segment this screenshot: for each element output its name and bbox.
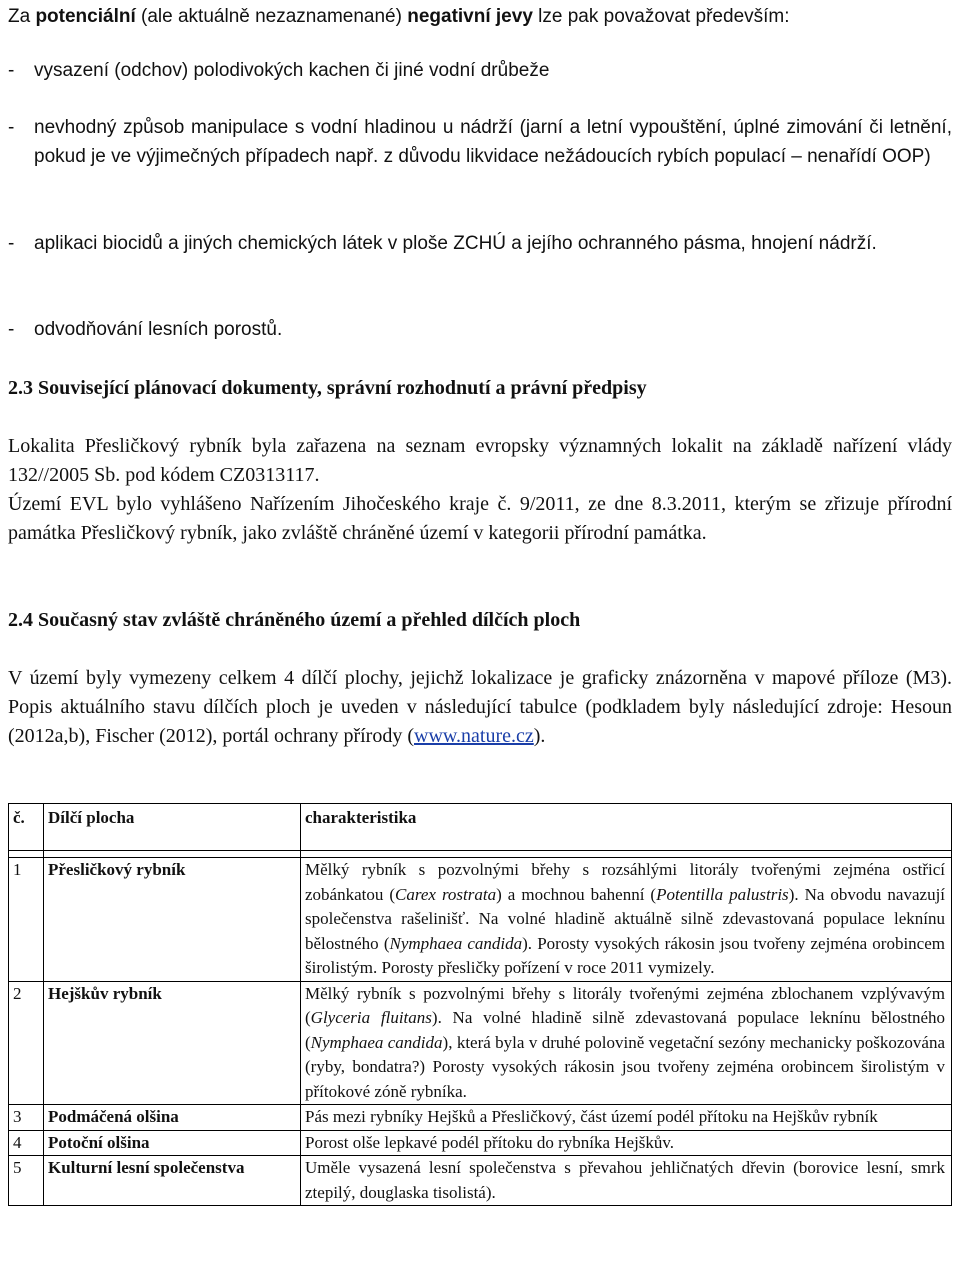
row-number: 2 (9, 981, 44, 1105)
intro-text-3: lze pak považovat především: (532, 6, 790, 27)
desc-text: ). Na obvodu navazují společenstva rašelinišť. Na volné hladině aktuálně silně zdevastovaná populace leknínu bělostného ( (305, 884, 946, 953)
desc-latin-name: Nymphaea candida (310, 1032, 443, 1052)
bullet-text: nevhodný způsob manipulace s vodní hladinou u nádrží (jarní a letní vypouštění, úplné zimování či letnění, pokud je ve výjimečných případech např. z důvodu likvidace nežádoucích rybích populací – nenařídí OOP) (34, 117, 952, 167)
desc-latin-name: Nymphaea candida (389, 933, 523, 953)
bullet-text: odvodňování lesních porostů. (34, 319, 283, 340)
section-2-3-paragraph-1: Lokalita Přesličkový rybník byla zařazena na seznam evropsky významných lokalit na základě nařízení vlády 132//2005 Sb. pod kódem CZ0313117. (8, 435, 952, 486)
desc-text: Mělký rybník s pozvolnými břehy s rozsáhlými litorály tvořenými zejména ostřicí zobánkatou ( (305, 860, 945, 904)
section-2-4-paragraph (8, 664, 952, 751)
header-sub-area: Dílčí plocha (44, 804, 301, 851)
section-2-4-text: V území byly vymezeny celkem 4 dílčí plochy, jejichž lokalizace je graficky znázorněna v mapové příloze (M3). Popis aktuálního stavu dílčích ploch je uveden v následující tabulce (podkladem byly následující zdroje: Hesoun (2012a,b), Fischer (2012), portál ochrany přírody ( (8, 667, 952, 747)
table-row (9, 858, 952, 982)
row-characteristics: Uměle vysazená lesní společenstva s převahou jehličnatých dřevin (borovice lesní, smrk ztepilý, douglaska tisolistá). (301, 1156, 952, 1206)
desc-text: ) a mochnou bahenní ( (496, 884, 657, 904)
desc-latin-name: Glyceria fluitans (310, 1008, 432, 1027)
row-number: 5 (9, 1156, 44, 1206)
section-heading-2-3: 2.3 Související plánovací dokumenty, správní rozhodnutí a právní předpisy (8, 377, 647, 399)
bullet-item-1 (8, 56, 952, 85)
header-characteristics: charakteristika (301, 804, 952, 851)
row-number: 3 (9, 1105, 44, 1131)
row-sub-area-name: Podmáčená olšina (44, 1105, 301, 1131)
table-spacer (9, 851, 952, 858)
row-characteristics: Porost olše lepkavé podél přítoku do rybníka Hejškův. (301, 1130, 952, 1156)
header-number: č. (9, 804, 44, 851)
desc-text: ). Porosty vysokých rákosin jsou tvořeny zejména orobincem širolistým. Porosty přesličky pořízení v roce 2011 vymizely. (305, 933, 945, 977)
sub-areas-table (8, 803, 952, 1206)
section-2-4-text-end: ). (533, 725, 546, 747)
table-row (9, 1105, 952, 1131)
row-characteristics: Pás mezi rybníky Hejšků a Přesličkový, část území podél přítoku na Hejškův rybník (301, 1105, 952, 1131)
intro-text-2: (ale aktuálně nezaznamenané) (135, 6, 408, 27)
row-sub-area-name: Kulturní lesní společenstva (44, 1156, 301, 1206)
desc-latin-name: Carex rostrata (395, 884, 497, 904)
row-sub-area-name: Přesličkový rybník (44, 858, 301, 982)
row-characteristics (301, 981, 952, 1105)
intro-paragraph (8, 2, 952, 31)
bullet-dash: - (8, 60, 15, 81)
intro-text-1: Za (8, 6, 36, 27)
bullet-text: aplikaci biocidů a jiných chemických látek v ploše ZCHÚ a jejího ochranného pásma, hnojení nádrží. (34, 233, 877, 254)
row-number: 1 (9, 858, 44, 982)
section-heading-2-4: 2.4 Současný stav zvláště chráněného území a přehled dílčích ploch (8, 609, 581, 631)
bullet-dash: - (8, 117, 15, 138)
row-characteristics (301, 858, 952, 982)
desc-text: ). Na volné hladině silně zdevastovaná populace leknínu bělostného ( (305, 1008, 946, 1052)
row-number: 4 (9, 1130, 44, 1156)
desc-text: Mělký rybník s pozvolnými břehy s litorály tvořenými zejména zblochanem vzplývavým ( (305, 983, 945, 1027)
table-row (9, 1130, 952, 1156)
intro-bold-negativni-jevy: negativní jevy (407, 6, 533, 27)
nature-cz-link[interactable]: www.nature.cz (414, 725, 534, 747)
table-row (9, 1156, 952, 1206)
bullet-item-3 (8, 229, 952, 258)
bullet-dash: - (8, 233, 15, 254)
section-2-3-paragraph-2: Území EVL bylo vyhlášeno Nařízením Jihočeského kraje č. 9/2011, ze dne 8.3.2011, kterým se zřizuje přírodní památka Přesličkový rybník, jako zvláště chráněné území v kategorii přírodní památka. (8, 493, 952, 544)
desc-latin-name: Potentilla palustris (656, 884, 789, 904)
bullet-dash: - (8, 319, 15, 340)
desc-text: ), která byla v druhé polovině vegetační sezóny mechanicky poškozována (ryby, bondatra?) Porosty vysokých rákosin jsou tvořeny zejména orobincem širolistým v přítokové zóně rybníka. (305, 1032, 945, 1101)
bullet-text: vysazení (odchov) polodivokých kachen či jiné vodní drůbeže (34, 60, 550, 81)
intro-bold-potencialni: potenciální (35, 6, 136, 27)
bullet-item-4 (8, 315, 952, 344)
row-sub-area-name: Potoční olšina (44, 1130, 301, 1156)
table-header-row (9, 804, 952, 851)
table-row (9, 981, 952, 1105)
bullet-item-2 (8, 113, 952, 171)
row-sub-area-name: Hejškův rybník (44, 981, 301, 1105)
